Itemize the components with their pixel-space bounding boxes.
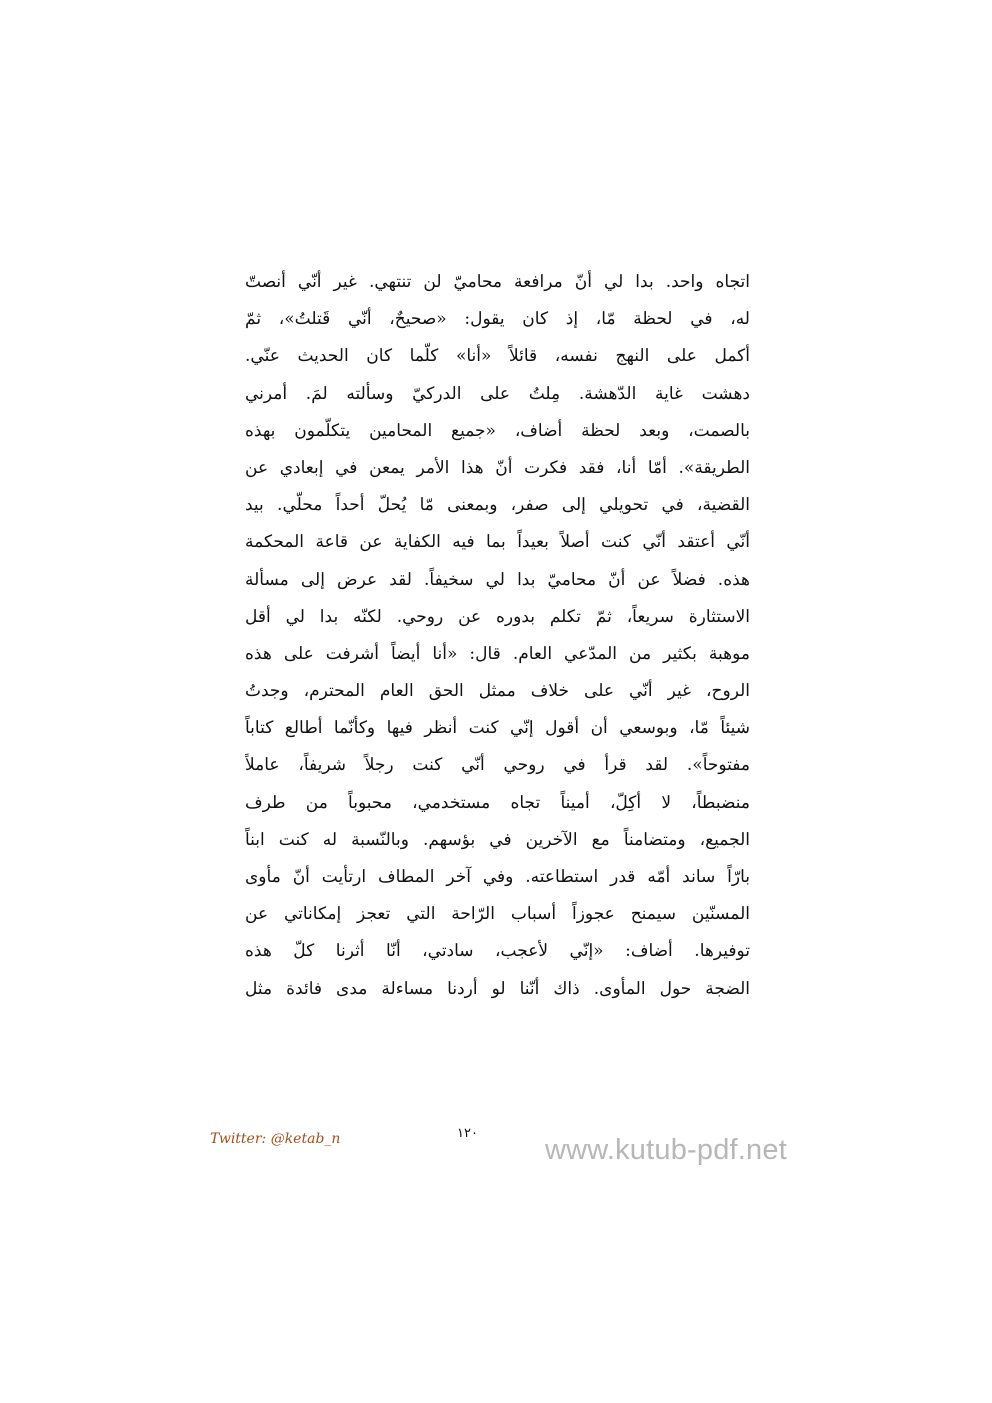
text-line: القضية، في تحويلي إلى صفر، وبمعنى مّا يُحلّ أحداً محلّي. بيد	[245, 495, 750, 516]
text-line: دهشت غاية الدّهشة. مِلتُ على الدركيّ وسألته لمَ. أمرني	[245, 383, 750, 404]
text-line: هذه. فضلاً عن أنّ محاميّ بدا لي سخيفاً. لقد عرض إلى مسألة	[245, 569, 750, 590]
text-line: أكمل على النهج نفسه، قائلاً «أنا» كلّما كان الحديث عنّي.	[245, 346, 750, 367]
text-line: بارّاً ساند أمّه قدر استطاعته. وفي آخر المطاف ارتأيت أنّ مأوى	[245, 867, 750, 887]
text-line: الروح، غير أنّي على خلاف ممثل الحق العام المحترم، وجدتُ	[245, 681, 750, 702]
text-line: الضجة حول المأوى. ذاك أنّنا لو أردنا مساءلة مدى فائدة مثل	[245, 978, 750, 999]
text-line: شيئاً مّا، وبوسعي أن أقول إنّي كنت أنظر فيها وكأنّما أطالع كتاباً	[245, 718, 750, 739]
watermark-url: www.kutub-pdf.net	[545, 1134, 787, 1166]
text-line: توفيرها. أضاف: «إنّي لأعجب، سادتي، أنّا أثرنا كلّ هذه	[245, 941, 750, 962]
page-body-text	[245, 264, 750, 1008]
text-line: مفتوحاً». لقد قرأ في روحي أنّي كنت رجلاً شريفاً، عاملاً	[245, 755, 750, 776]
twitter-credit: Twitter: @ketab_n	[210, 1131, 341, 1147]
text-line: موهبة بكثير من المدّعي العام. قال: «أنا أيضاً أشرفت على هذه	[245, 643, 750, 664]
text-line: الطريقة». أمّا أنا، فقد فكرت أنّ هذا الأمر يمعن في إبعادي عن	[245, 457, 750, 478]
page-number: ١٢٠	[457, 1126, 478, 1141]
text-line: اتجاه واحد. بدا لي أنّ مرافعة محاميّ لن تنتهي. غير أنّي أنصتّ	[245, 272, 750, 292]
text-line: منضبطاً، لا أكِلّ، أميناً تجاه مستخدمي، محبوباً من طرف	[245, 792, 750, 813]
text-line: بالصمت، وبعد لحظة أضاف، «جميع المحامين يتكلّمون بهذه	[245, 420, 750, 441]
text-line: الجميع، ومتضامناً مع الآخرين في بؤسهم. وبالنّسبة له كنت ابناً	[245, 829, 750, 850]
text-line: المسنّين سيمنح عجوزاً أسباب الرّاحة التي تعجز إمكاناتي عن	[245, 904, 750, 925]
text-line: له، في لحظة مّا، إذ كان يقول: «صحيحٌ، أنّي قَتلتُ»، ثمّ	[245, 309, 750, 330]
text-line: الاستثارة سريعاً، ثمّ تكلم بدوره عن روحي. لكنّه بدا لي أقل	[245, 606, 750, 627]
text-line: أنّي أعتقد أنّي كنت أصلاً بعيداً بما فيه الكفاية عن قاعة المحكمة	[245, 532, 750, 553]
